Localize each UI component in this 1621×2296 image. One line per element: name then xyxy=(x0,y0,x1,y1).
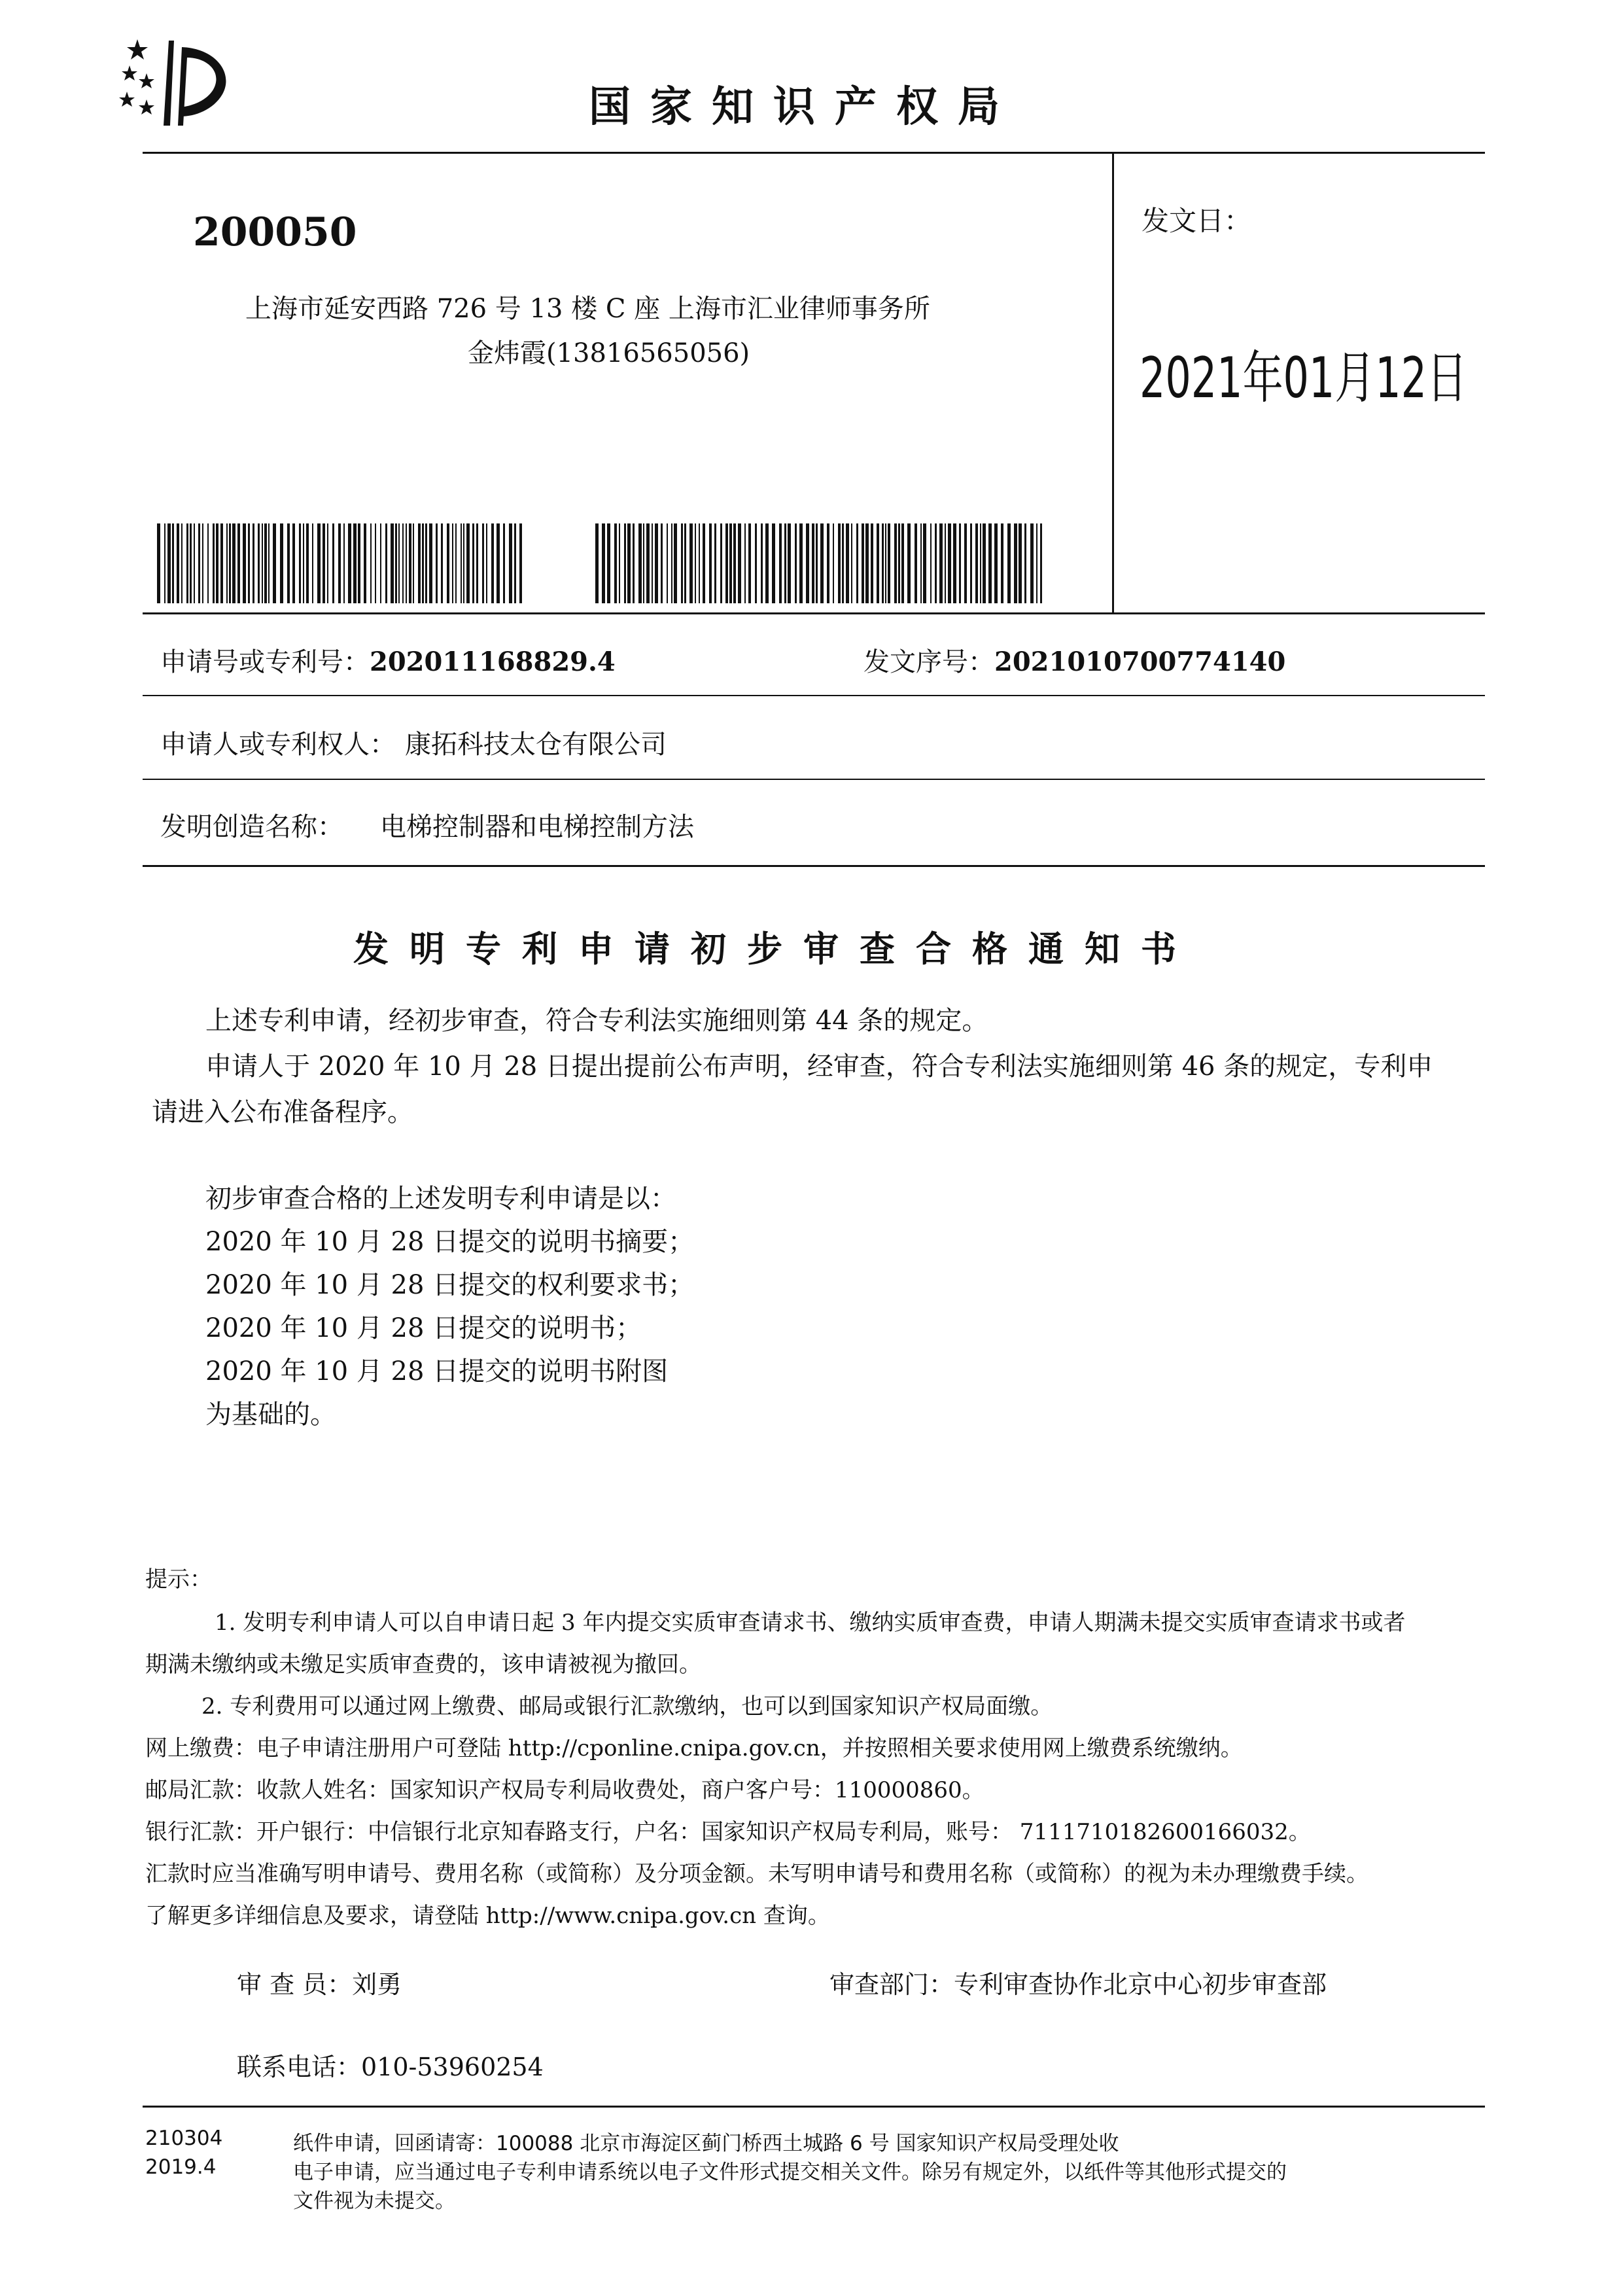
barcode-bar xyxy=(292,523,295,603)
barcode-bar xyxy=(851,523,852,603)
barcode-bar xyxy=(472,523,474,603)
barcode-bar xyxy=(232,523,235,603)
tip-line: 1. 发明专利申请人可以自申请日起 3 年内提交实质审查请求书、缴纳实质审查费，申请人期满未提交实质审查请求书或者 xyxy=(215,1610,1406,1636)
barcode-bar xyxy=(391,523,394,603)
invention-row xyxy=(160,806,694,843)
barcode-bar xyxy=(353,523,357,603)
barcode-bar xyxy=(280,523,283,603)
barcode-bar xyxy=(237,523,240,603)
barcode-bar xyxy=(299,523,301,603)
barcode-bar xyxy=(948,523,951,603)
barcode-bar xyxy=(422,523,424,603)
barcode-bar xyxy=(216,523,218,603)
form-version: 2019.4 xyxy=(145,2155,217,2179)
barcode-bar xyxy=(429,523,432,603)
tip-line: 2. 专利费用可以通过网上缴费、邮局或银行汇款缴纳，也可以到国家知识产权局面缴。 xyxy=(201,1693,1053,1720)
basis-item: 2020 年 10 月 28 日提交的权利要求书； xyxy=(205,1270,695,1300)
barcode-bar xyxy=(959,523,961,603)
examination-department: 审查部门：专利审查协作北京中心初步审查部 xyxy=(829,1970,1327,1999)
barcode-bar xyxy=(674,523,677,603)
barcode-bar xyxy=(788,523,791,603)
applicant-label: 申请人或专利权人： xyxy=(160,730,396,760)
office-name: 国家知识产权局 xyxy=(589,83,1019,132)
barcode-bar xyxy=(287,523,290,603)
barcode-bar xyxy=(862,523,864,603)
barcode-bar xyxy=(190,523,192,603)
barcode-bar xyxy=(164,523,166,603)
barcode-bar xyxy=(729,523,732,603)
barcode-bar xyxy=(709,523,712,603)
barcode-bar xyxy=(1001,523,1003,603)
barcode-bar xyxy=(681,523,683,603)
barcode-bar xyxy=(699,523,700,603)
barcode-bar xyxy=(761,523,763,603)
barcode-bar xyxy=(833,523,834,603)
footer-line: 电子申请，应当通过电子专利申请系统以电子文件形式提交相关文件。除另有规定外，以纸件等其他形式提交的 xyxy=(293,2161,1287,2184)
barcode-bar xyxy=(202,523,203,603)
barcode-bar xyxy=(661,523,663,603)
barcode-bar xyxy=(975,523,978,603)
contact: 金炜霞(13816565056) xyxy=(468,338,750,368)
barcode-bar xyxy=(463,523,464,603)
barcode-bar xyxy=(856,523,858,603)
application-number-row xyxy=(160,641,616,679)
barcode-bar xyxy=(772,523,775,603)
barcode-bar xyxy=(514,523,516,603)
barcode-bar xyxy=(385,523,387,603)
barcode-bar xyxy=(720,523,722,603)
barcode-bar xyxy=(482,523,484,603)
barcode-bar xyxy=(273,523,276,603)
barcode-bar xyxy=(413,523,414,603)
notice-paragraph-2: 申请人于 2020 年 10 月 28 日提出提前公布声明，经审查，符合专利法实施细则第 46 条的规定，专利申 xyxy=(205,1051,1433,1082)
applicant: 康拓科技太仓有限公司 xyxy=(405,730,667,760)
barcode-bar xyxy=(452,523,453,603)
barcode-bar xyxy=(806,523,809,603)
barcode-bar xyxy=(509,523,512,603)
barcode-bar xyxy=(607,523,610,603)
postcode: 200050 xyxy=(193,209,357,255)
contact-phone: 联系电话：010-53960254 xyxy=(237,2053,544,2081)
barcode-bar xyxy=(820,523,824,603)
barcode-bar xyxy=(177,523,179,603)
block-rule xyxy=(143,612,1485,614)
barcode-bar xyxy=(461,523,462,603)
barcode-bar xyxy=(652,523,653,603)
barcode-bar xyxy=(497,523,500,603)
date-divider xyxy=(1112,152,1114,614)
barcode-bar xyxy=(935,523,937,603)
barcode-bar xyxy=(646,523,650,603)
barcode-bar xyxy=(983,523,986,603)
issue-date: 2021年01月12日 xyxy=(1140,345,1467,411)
barcode-bar xyxy=(466,523,470,603)
application-number: 202011168829.4 xyxy=(370,646,616,677)
barcode-bar xyxy=(327,523,328,603)
barcode-bar xyxy=(953,523,956,603)
barcode-bar xyxy=(755,523,757,603)
barcode-bar xyxy=(695,523,696,603)
barcode-bar xyxy=(455,523,457,603)
barcode-bar xyxy=(243,523,246,603)
barcode-bar xyxy=(888,523,890,603)
barcode-bar xyxy=(358,523,360,603)
barcode-bar xyxy=(920,523,922,603)
barcode-bar xyxy=(425,523,427,603)
barcode-bar xyxy=(418,523,421,603)
footer-rule xyxy=(143,2106,1485,2108)
barcode-bar xyxy=(1030,523,1034,603)
barcode-bar xyxy=(1040,523,1042,603)
tip-line: 汇款时应当准确写明申请号、费用名称（或简称）及分项金额。未写明申请号和费用名称（或简称）的视为未办理缴费手续。 xyxy=(145,1861,1368,1887)
barcode-bar xyxy=(409,523,411,603)
invention-name: 电梯控制器和电梯控制方法 xyxy=(380,812,694,842)
barcode-bar xyxy=(779,523,782,603)
cnipa-emblem xyxy=(118,34,242,135)
barcode-bar xyxy=(945,523,946,603)
applicant-row xyxy=(160,724,667,761)
barcode-bar xyxy=(865,523,869,603)
barcode-bar xyxy=(491,523,494,603)
serial-number-row xyxy=(863,641,1285,679)
barcode-bar xyxy=(229,523,231,603)
tips-label: 提示： xyxy=(145,1566,212,1593)
serial-number-label: 发文序号： xyxy=(863,647,994,677)
barcode-bar xyxy=(633,523,635,603)
barcode-right xyxy=(595,523,1047,603)
barcode-bar xyxy=(1014,523,1017,603)
barcode-bar xyxy=(519,523,522,603)
barcode-bar xyxy=(915,523,917,603)
basis-end: 为基础的。 xyxy=(205,1400,336,1430)
field-rule-1 xyxy=(143,695,1485,696)
barcode-bar xyxy=(406,523,407,603)
notice-paragraph-2-cont: 请进入公布准备程序。 xyxy=(152,1097,413,1127)
tip-line: 网上缴费：电子申请注册用户可登陆 http://cponline.cnipa.gov.cn，并按照相关要求使用网上缴费系统缴纳。 xyxy=(145,1735,1243,1761)
barcode-bar xyxy=(624,523,626,603)
barcode-bar xyxy=(364,523,366,603)
barcode-bar xyxy=(186,523,188,603)
basis-item: 2020 年 10 月 28 日提交的说明书附图 xyxy=(205,1356,669,1386)
barcode-bar xyxy=(1036,523,1037,603)
address: 上海市延安西路 726 号 13 楼 C 座 上海市汇业律师事务所 xyxy=(245,294,930,324)
barcode-bar xyxy=(338,523,341,603)
barcode-bar xyxy=(882,523,884,603)
barcode-bar xyxy=(667,523,668,603)
barcode-bar xyxy=(157,523,160,603)
basis-item: 2020 年 10 月 28 日提交的说明书摘要； xyxy=(205,1227,695,1257)
barcode-bar xyxy=(894,523,897,603)
barcode-bar xyxy=(447,523,449,603)
tip-line: 银行汇款：开户银行：中信银行北京知春路支行，户名：国家知识产权局专利局，账号： 7111710182600166032。 xyxy=(145,1819,1311,1845)
barcode-bar xyxy=(268,523,270,603)
barcode-bar xyxy=(436,523,438,603)
barcode-bar xyxy=(226,523,228,603)
barcode-bar xyxy=(312,523,313,603)
barcode-bar xyxy=(213,523,215,603)
barcode-bar xyxy=(838,523,841,603)
barcode-bar xyxy=(303,523,304,603)
barcode-bar xyxy=(901,523,904,603)
barcode-bar xyxy=(1007,523,1011,603)
notice-paragraph-1: 上述专利申请，经初步审查，符合专利法实施细则第 44 条的规定。 xyxy=(205,1006,988,1036)
barcode-bar xyxy=(220,523,223,603)
barcode-bar xyxy=(248,523,250,603)
barcode-bar xyxy=(476,523,478,603)
field-rule-2 xyxy=(143,779,1485,780)
barcode-bar xyxy=(714,523,716,603)
barcode-bar xyxy=(980,523,981,603)
issue-date-label: 发文日： xyxy=(1142,205,1252,237)
barcode-bar xyxy=(402,523,404,603)
barcode-bar xyxy=(733,523,736,603)
barcode-bar xyxy=(655,523,658,603)
barcode-bar xyxy=(322,523,325,603)
barcode-bar xyxy=(375,523,376,603)
barcode-bar xyxy=(194,523,195,603)
form-code: 210304 xyxy=(145,2127,223,2150)
barcode-bar xyxy=(595,523,599,603)
barcode-bar xyxy=(1019,523,1022,603)
basis-intro: 初步审查合格的上述发明专利申请是以： xyxy=(205,1184,676,1214)
barcode-bar xyxy=(871,523,873,603)
barcode-bar xyxy=(703,523,705,603)
footer-line: 文件视为未提交。 xyxy=(293,2189,455,2213)
barcode-bar xyxy=(907,523,911,603)
barcode-bar xyxy=(725,523,728,603)
barcode-bar xyxy=(398,523,400,603)
barcode-bar xyxy=(172,523,174,603)
barcode-bar xyxy=(614,523,617,603)
barcode-bar xyxy=(638,523,642,603)
barcode-bar xyxy=(207,523,209,603)
barcode-bar xyxy=(264,523,267,603)
barcode-bar xyxy=(643,523,644,603)
application-number-label: 申请号或专利号： xyxy=(160,647,370,677)
barcode-bar xyxy=(970,523,972,603)
barcode-bar xyxy=(671,523,672,603)
basis-item: 2020 年 10 月 28 日提交的说明书； xyxy=(205,1313,642,1343)
barcode-bar xyxy=(262,523,263,603)
examiner: 审 查 员：刘勇 xyxy=(237,1970,402,1999)
barcode-bar xyxy=(602,523,605,603)
barcode-bar xyxy=(317,523,321,603)
tip-line: 了解更多详细信息及要求，请登陆 http://www.cnipa.gov.cn 查询。 xyxy=(145,1903,830,1929)
barcode-bar xyxy=(744,523,746,603)
barcode-bar xyxy=(898,523,900,603)
barcode-bar xyxy=(343,523,345,603)
barcode-bar xyxy=(988,523,992,603)
cnipa-logo-icon xyxy=(118,34,242,132)
barcode-bar xyxy=(765,523,769,603)
barcode-bar xyxy=(380,523,381,603)
barcode-bar xyxy=(748,523,751,603)
barcode-left xyxy=(157,523,523,603)
barcode-bar xyxy=(930,523,932,603)
barcode-bar xyxy=(1024,523,1026,603)
footer-line: 纸件申请，回函请寄：100088 北京市海淀区蓟门桥西土城路 6 号 国家知识产权局受理处收 xyxy=(293,2132,1119,2155)
barcode-bar xyxy=(994,523,998,603)
barcode-bar xyxy=(923,523,926,603)
invention-label: 发明创造名称： xyxy=(160,812,343,842)
barcode-bar xyxy=(198,523,200,603)
tip-line: 期满未缴纳或未缴足实质审查费的，该申请被视为撤回。 xyxy=(145,1651,701,1678)
barcode-bar xyxy=(885,523,886,603)
field-rule-3 xyxy=(143,865,1485,867)
barcode-bar xyxy=(684,523,686,603)
barcode-bar xyxy=(258,523,260,603)
barcode-bar xyxy=(181,523,183,603)
barcode-bar xyxy=(816,523,818,603)
barcode-bar xyxy=(964,523,967,603)
barcode-bar xyxy=(253,523,254,603)
notice-title: 发明专利申请初步审查合格通知书 xyxy=(353,928,1197,970)
barcode-bar xyxy=(503,523,505,603)
barcode-bar xyxy=(348,523,351,603)
barcode-bar xyxy=(370,523,372,603)
barcode-bar xyxy=(619,523,620,603)
tip-line: 邮局汇款：收款人姓名：国家知识产权局专利局收费处，商户客户号：110000860。 xyxy=(145,1777,985,1803)
barcode-bar xyxy=(939,523,943,603)
barcode-bar xyxy=(795,523,797,603)
barcode-bar xyxy=(842,523,844,603)
top-rule xyxy=(143,152,1485,154)
barcode-bar xyxy=(799,523,803,603)
barcode-bar xyxy=(395,523,397,603)
barcode-bar xyxy=(689,523,693,603)
barcode-bar xyxy=(627,523,631,603)
barcode-bar xyxy=(167,523,171,603)
barcode-bar xyxy=(812,523,814,603)
barcode-bar xyxy=(846,523,849,603)
barcode-bar xyxy=(441,523,443,603)
barcode-bar xyxy=(332,523,334,603)
barcode-bar xyxy=(827,523,829,603)
barcode-bar xyxy=(738,523,741,603)
barcode-bar xyxy=(486,523,487,603)
barcode-bar xyxy=(784,523,786,603)
barcode-bar xyxy=(877,523,879,603)
serial-number: 2021010700774140 xyxy=(994,646,1286,677)
barcode-bar xyxy=(306,523,309,603)
